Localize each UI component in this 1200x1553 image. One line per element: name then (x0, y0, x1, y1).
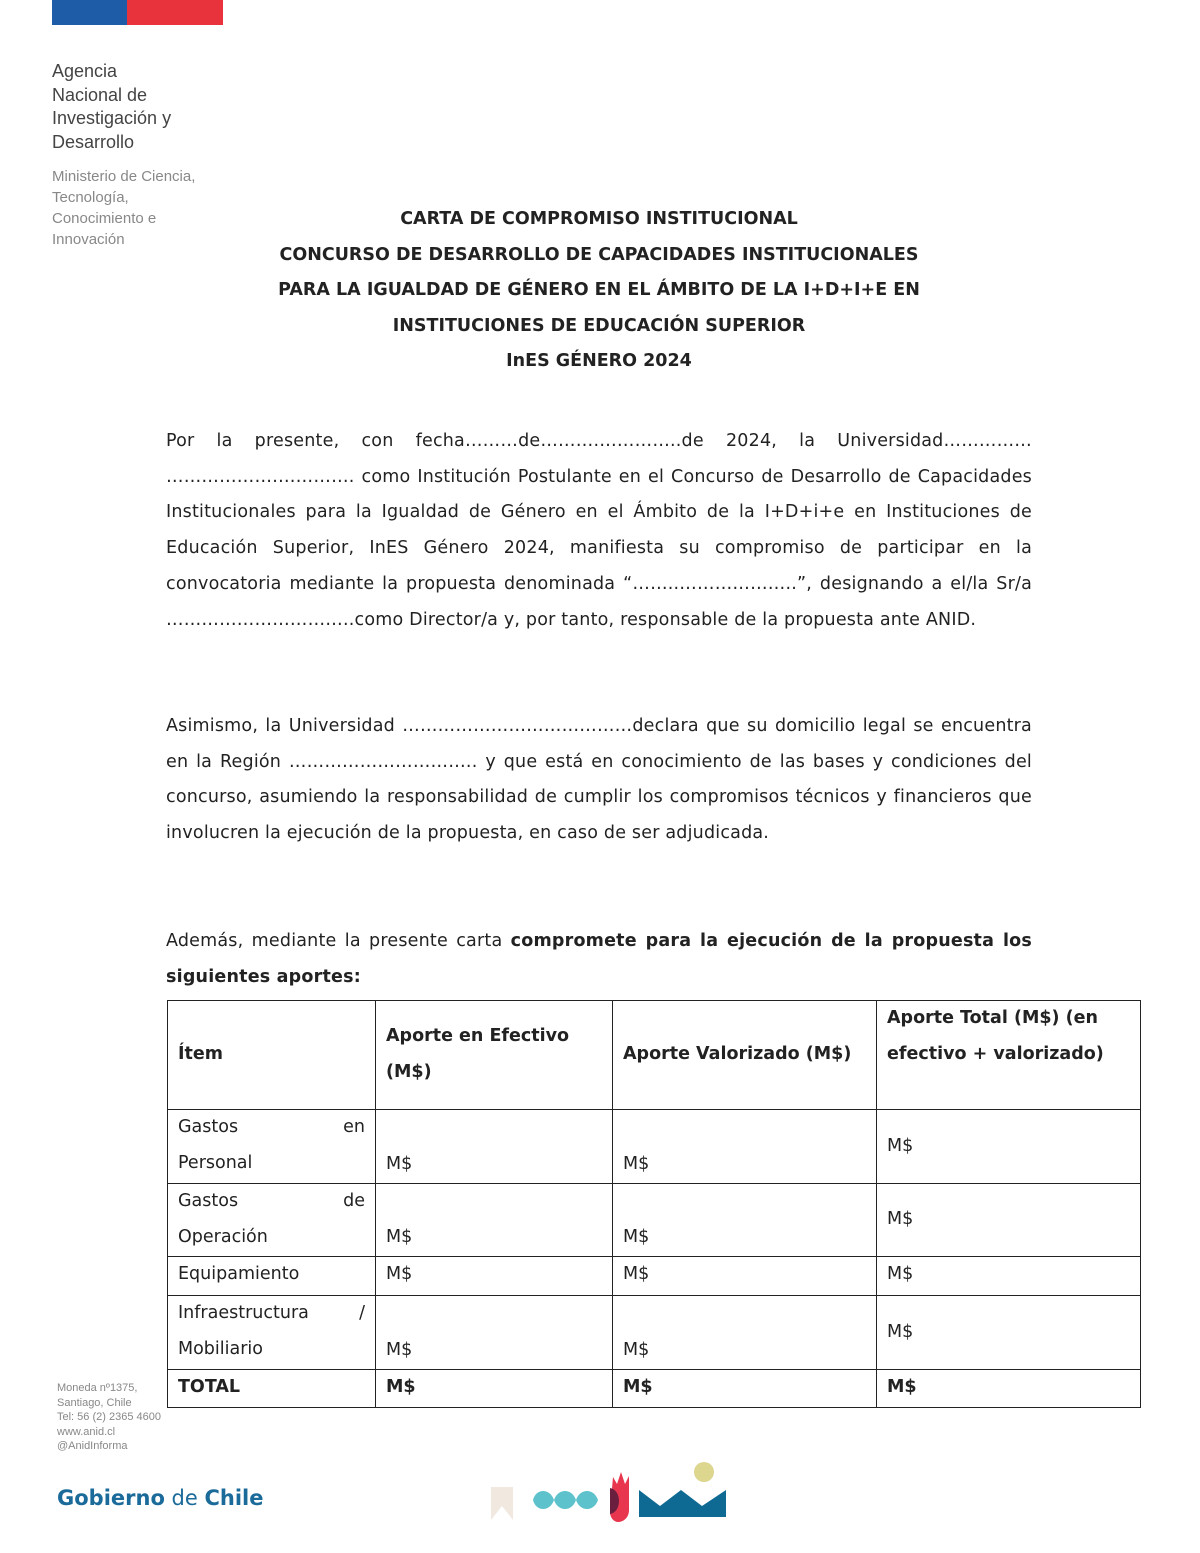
cell-item: Gastos en Personal (168, 1110, 376, 1184)
cell-total[interactable]: M$ (877, 1110, 1141, 1184)
agency-line: Nacional de (52, 84, 148, 105)
agency-logo-text (52, 60, 232, 154)
contributions-table (167, 1000, 1141, 1408)
table-row (168, 1257, 1141, 1296)
decorative-graphic-icon (488, 1462, 733, 1527)
title-line: InES GÉNERO 2024 (506, 351, 692, 371)
title-line: PARA LA IGUALDAD DE GÉNERO EN EL ÁMBITO DE LA I+D+I+E EN (278, 280, 920, 300)
cell-total-label: TOTAL (168, 1370, 376, 1408)
address-line: Santiago, Chile (57, 1396, 132, 1409)
header-valued: Aporte Valorizado (M$) (613, 1001, 877, 1110)
table-total-row (168, 1370, 1141, 1408)
title-line: INSTITUCIONES DE EDUCACIÓN SUPERIOR (392, 315, 806, 336)
title-line: CONCURSO DE DESARROLLO DE CAPACIDADES INSTITUCIONALES (279, 244, 919, 265)
ministry-line: Tecnología, (52, 189, 129, 206)
footer-address (57, 1381, 161, 1454)
gobierno-de-chile-logo: Gobierno de Chile (57, 1486, 264, 1510)
cell-cash[interactable]: M$ (376, 1257, 613, 1296)
agency-line: Investigación y (52, 108, 172, 128)
header-item: Ítem (168, 1001, 376, 1110)
flag-stripe-red (127, 0, 223, 25)
cell-total[interactable]: M$ (877, 1184, 1141, 1257)
table-row (168, 1110, 1141, 1184)
header-total: Aporte Total (M$) (en efectivo + valorizado) (877, 1001, 1141, 1110)
table-row (168, 1184, 1141, 1257)
cell-cash[interactable]: M$ (376, 1184, 613, 1257)
table-row (168, 1296, 1141, 1370)
paragraph-commitment: Por la presente, con fecha………de……….…………..de 2024, la Universidad…………… ……………….…………. como Institución Postulante en el Concurso de Desarrollo de Capacidades Institucionales para la Igualdad de Género en el Ámbito de la I+D+i+e en Instituciones de Educación Superior, InES Género 2024, manifiesta su compromiso de participar en la convocatoria mediante la propuesta denominada “……..………………..”, designando a el/la Sr/a …………………………..como Director/a y, por tanto, responsable de la propuesta ante ANID. (166, 431, 1032, 630)
paragraph-text: Además, mediante la presente carta (166, 931, 511, 951)
cell-item: Infraestructura / Mobiliario (168, 1296, 376, 1370)
address-line: @AnidInforma (57, 1440, 128, 1452)
document-title (166, 202, 1032, 380)
flag-stripe-blue (52, 0, 127, 25)
agency-line: Desarrollo (52, 131, 135, 152)
table-header-row (168, 1001, 1141, 1110)
address-line: Moneda nº1375, (57, 1382, 138, 1394)
cell-valued[interactable]: M$ (613, 1296, 877, 1370)
address-line: Tel: 56 (2) 2365 4600 (57, 1411, 161, 1423)
cell-grand-total[interactable]: M$ (877, 1370, 1141, 1408)
ministry-line: Innovación (52, 231, 125, 248)
paragraph-contributions (166, 924, 1032, 995)
cell-item: Equipamiento (168, 1257, 376, 1296)
paragraph-domicile: Asimismo, la Universidad …………………………………declara que su domicilio legal se encuentra en la Región ………………………….. y que está en conocimiento de las bases y condiciones del concurso, asumiendo la responsabilidad de cumplir los compromisos técnicos y financieros que involucren la ejecución de la propuesta, en caso de ser adjudicada. (166, 716, 1032, 844)
cell-valued[interactable]: M$ (613, 1184, 877, 1257)
cell-valued[interactable]: M$ (613, 1257, 877, 1296)
header-cash: Aporte en Efectivo (M$) (376, 1001, 613, 1110)
cell-total[interactable]: M$ (877, 1296, 1141, 1370)
cell-cash[interactable]: M$ (376, 1296, 613, 1370)
cell-total[interactable]: M$ (877, 1257, 1141, 1296)
title-line: CARTA DE COMPROMISO INSTITUCIONAL (400, 209, 798, 229)
cell-total-cash[interactable]: M$ (376, 1370, 613, 1408)
cell-cash[interactable]: M$ (376, 1110, 613, 1184)
agency-line: Agencia (52, 61, 118, 81)
cell-item: Gastos de Operación (168, 1184, 376, 1257)
ministry-line: Conocimiento e (52, 210, 157, 227)
ministry-line: Ministerio de Ciencia, (52, 168, 196, 185)
cell-valued[interactable]: M$ (613, 1110, 877, 1184)
address-line: www.anid.cl (57, 1425, 116, 1438)
paragraph-bold-text: compromete para la ejecución de la propuesta los siguientes aportes: (166, 931, 1032, 987)
cell-total-valued[interactable]: M$ (613, 1370, 877, 1408)
